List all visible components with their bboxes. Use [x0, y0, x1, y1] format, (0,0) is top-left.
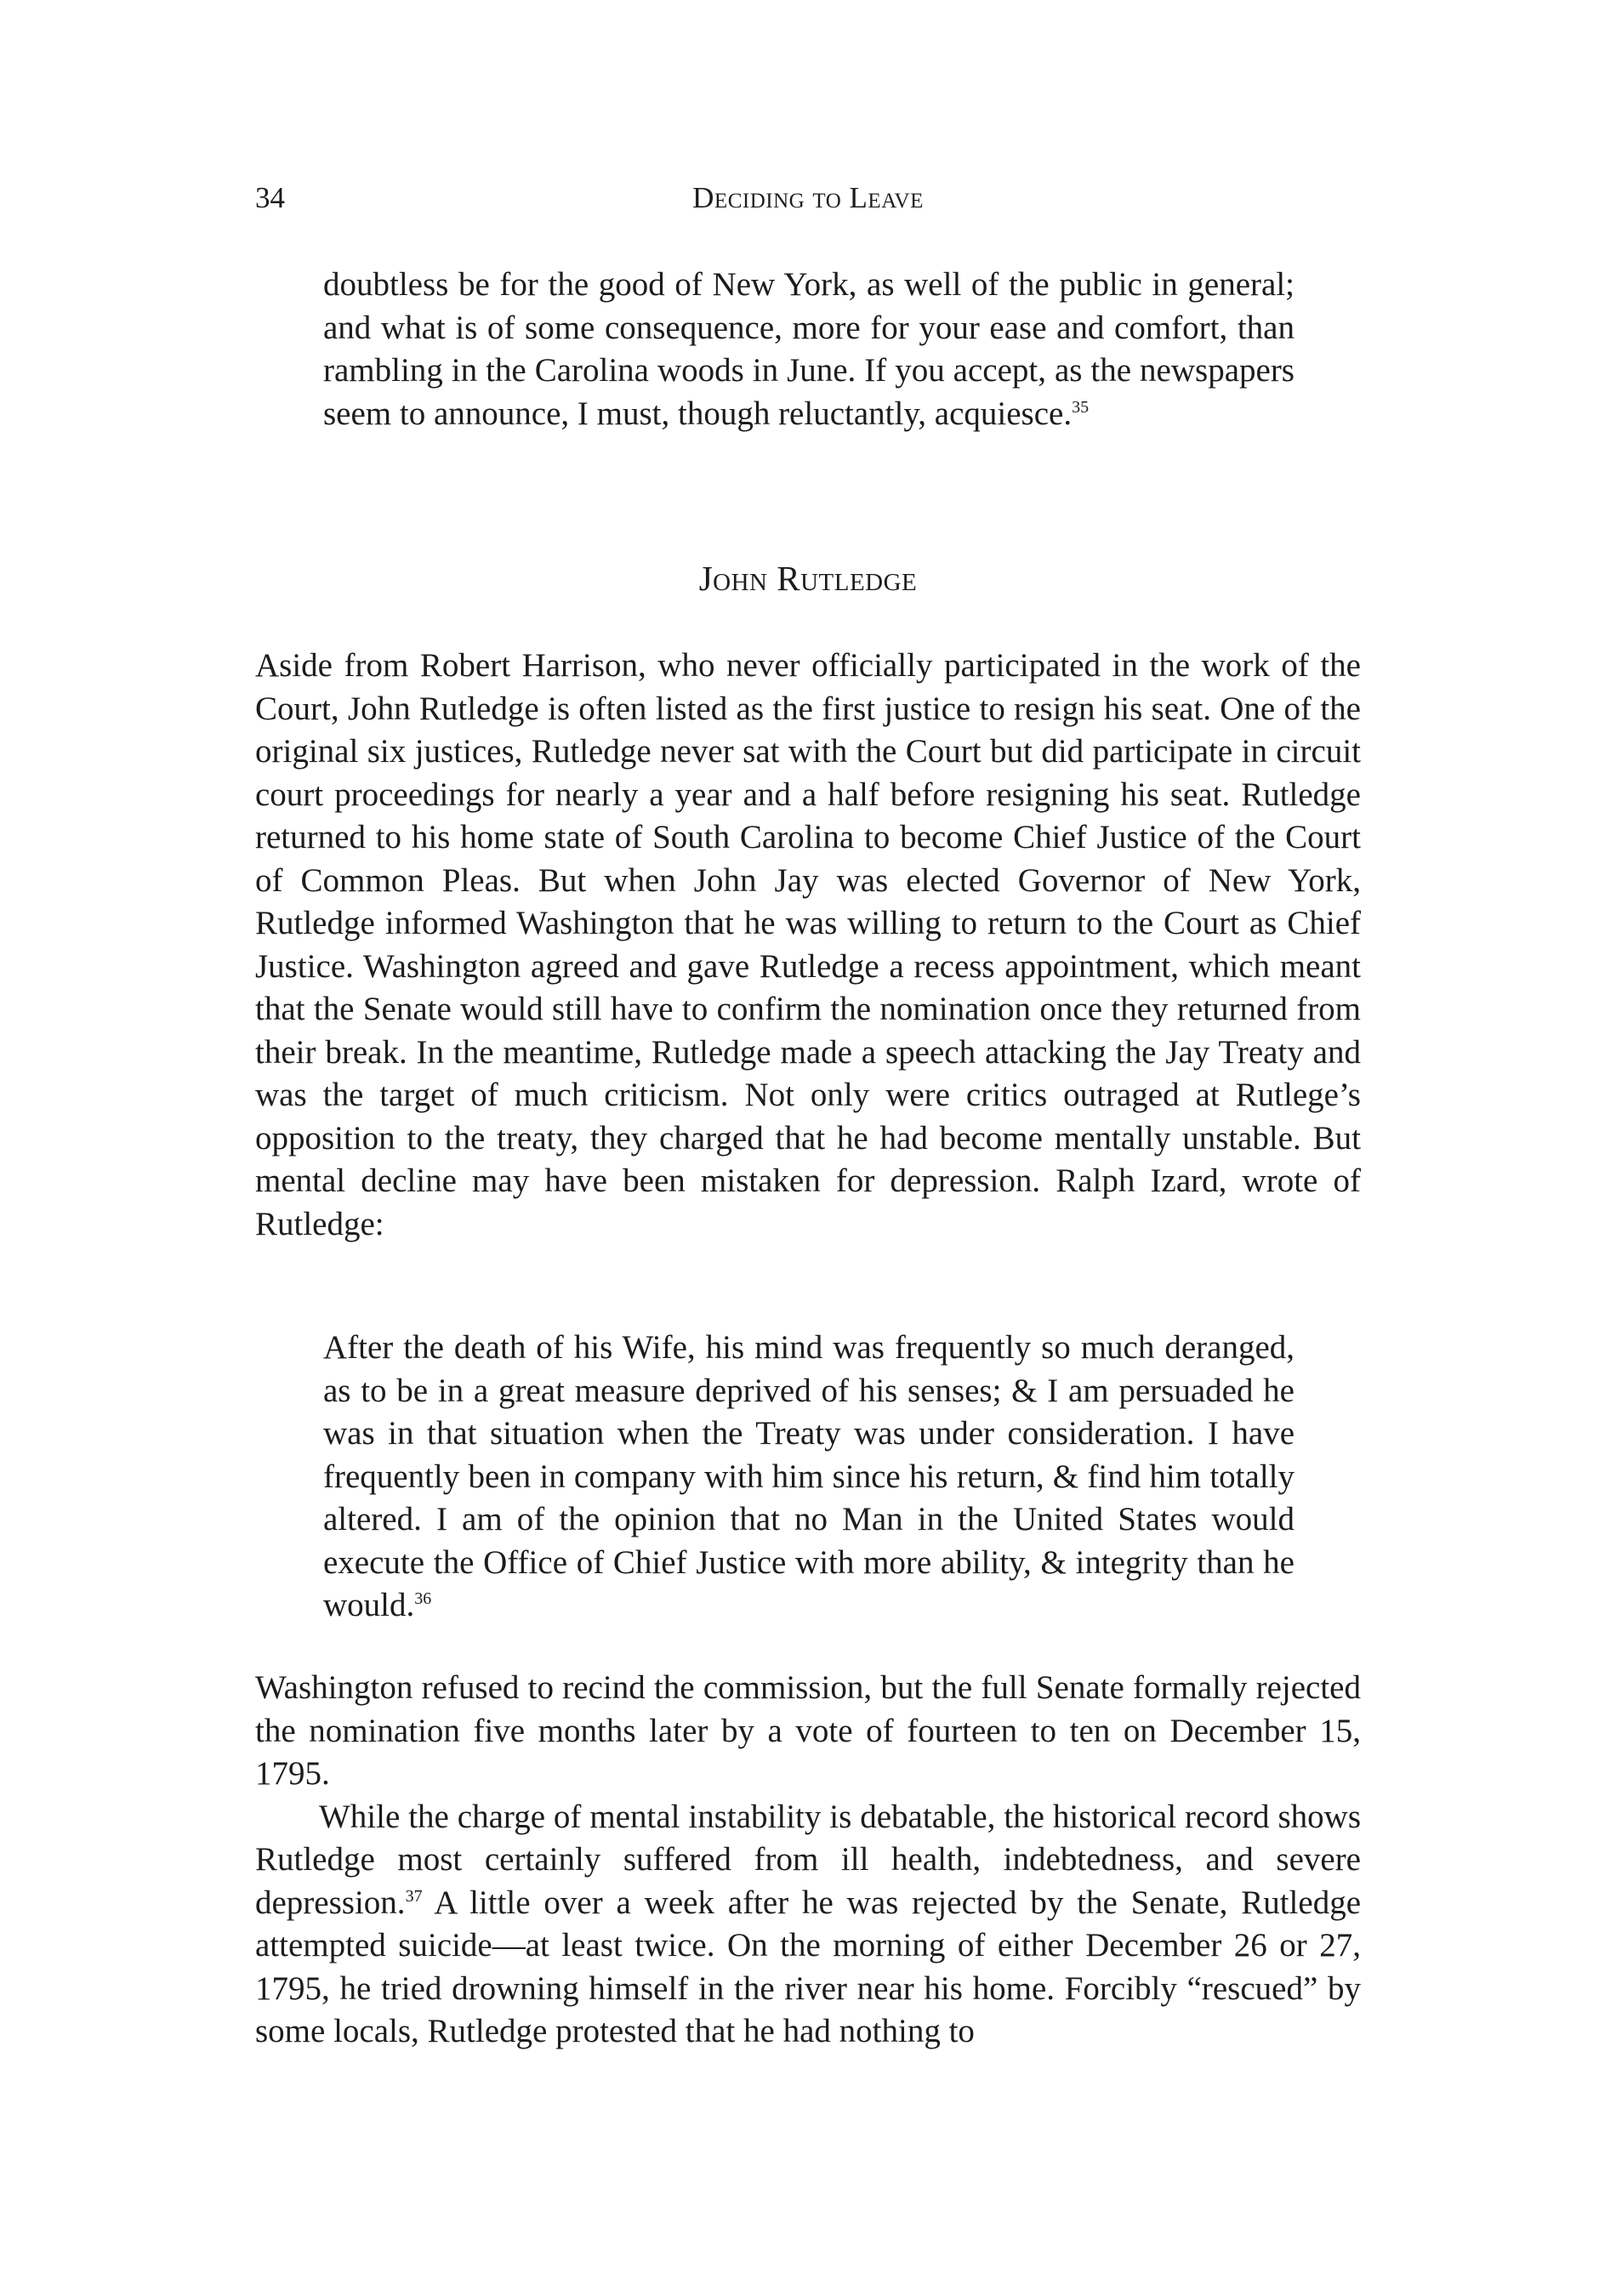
block-quote-top — [323, 264, 1295, 435]
section-heading: John Rutledge — [698, 559, 918, 598]
body-continuation — [255, 1667, 1361, 2054]
quote-top-text: doubtless be for the good of New York, as well of the public in general; and what is of some consequence, more for your ease and comfort, than rambling in the Carolina woods in June. If you accept, as the newspapers seem to announce, I must, though reluctantly, acquiesce. — [323, 266, 1295, 432]
paragraph-1: Aside from Robert Harrison, who never officially participated in the work of the Court, John Rutledge is often listed as the first justice to resign his seat. One of the original six justices, Rutledge never sat with the Court but did participate in circuit court proceedings for nearly a year and a half before resigning his seat. Rutledge returned to his home state of South Carolina to become Chief Justice of the Court of Common Pleas. But when John Jay was elected Governor of New York, Rutledge informed Washington that he was willing to return to the Court as Chief Justice. Washington agreed and gave Rutledge a recess appointment, which meant that the Senate would still have to confirm the nomination once they returned from their break. In the meantime, Rutledge made a speech attacking the Jay Treaty and was the target of much criticism. Not only were critics outraged at Rutlege’s opposition to the treaty, they charged that he had become mentally unstable. But mental decline may have been mistaken for depression. Ralph Izard, wrote of Rutledge: — [255, 647, 1361, 1242]
paragraph-2: Washington refused to recind the commission, but the full Senate formally rejected the nomination five months later by a vote of fourteen to ten on December 15, 1795. — [255, 1669, 1361, 1792]
paragraph-3-part-1: While the charge of mental instability is debatable, the historical record shows Rutledge most certainly suffered from ill health, indebtedness, and severe depression. — [255, 1798, 1361, 1921]
page-number: 34 — [255, 181, 285, 214]
running-title: Deciding to Leave — [692, 181, 924, 214]
paragraph-3-part-2: A little over a week after he was rejected by the Senate, Rutledge attempted suicide—at least twice. On the morning of either December 26 or 27, 1795, he tried drowning himself in the river near his home. Forcibly “rescued” by some locals, Rutledge protested that he had nothing to — [255, 1884, 1361, 2049]
page-header — [255, 177, 1361, 219]
quote-izard-text: After the death of his Wife, his mind was frequently so much deranged, as to be in a great measure deprived of his senses; & I am persuaded he was in that situation when the Treaty was under consideration. I have frequently been in company with him since his return, & find him totally altered. I am of the opinion that no Man in the United States would execute the Office of Chief Justice with more ability, & integrity than he would. — [323, 1329, 1295, 1623]
footnote-marker-36: 36 — [414, 1589, 432, 1608]
block-quote-izard — [323, 1327, 1295, 1628]
footnote-marker-37: 37 — [405, 1886, 423, 1906]
footnote-marker-35: 35 — [1072, 397, 1090, 417]
paragraph-3 — [255, 1796, 1361, 2054]
